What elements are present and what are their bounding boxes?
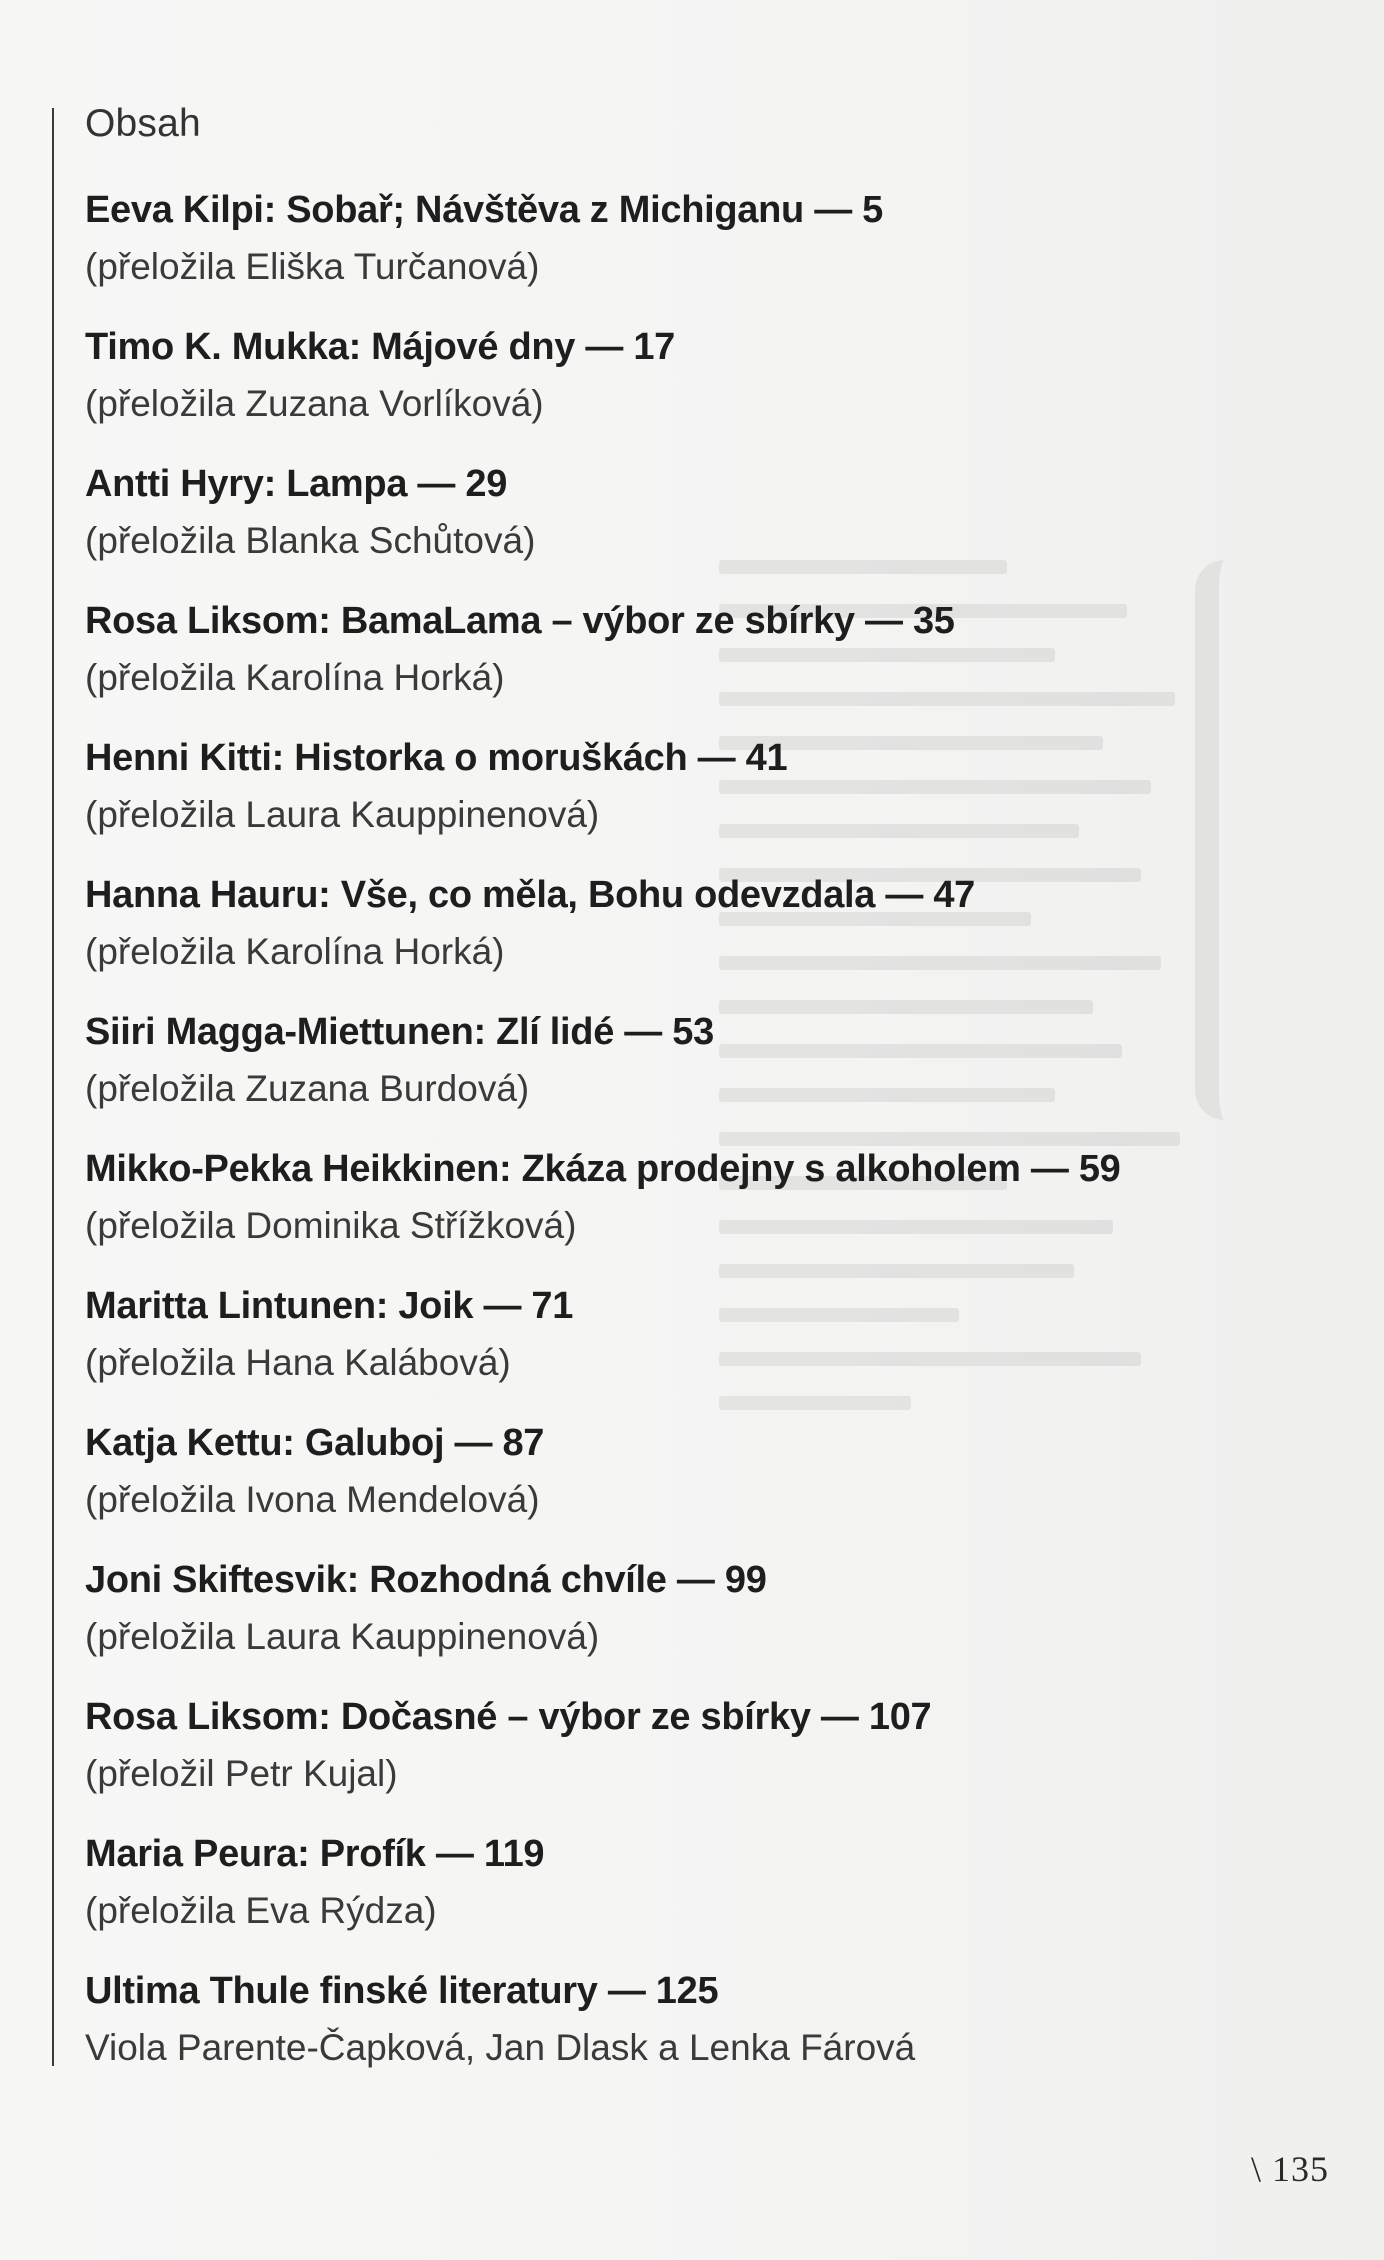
entry-title: Maria Peura: Profík — 119 [85, 1833, 545, 1875]
bleed-through-logo [1195, 560, 1309, 1120]
entry-translator: (přeložil Petr Kujal) [85, 1753, 398, 1794]
entry-translator: (přeložila Karolína Horká) [85, 657, 505, 698]
entry-title: Antti Hyry: Lampa — 29 [85, 463, 508, 505]
entry-title: Rosa Liksom: Dočasné – výbor ze sbírky — 107 [85, 1696, 932, 1738]
entry-translator: (přeložila Karolína Horká) [85, 931, 505, 972]
entry-translator: (přeložila Hana Kalábová) [85, 1342, 511, 1383]
entry-title: Hanna Hauru: Vše, co měla, Bohu odevzdala — 47 [85, 874, 975, 916]
entry-title: Eeva Kilpi: Sobař; Návštěva z Michiganu — 5 [85, 189, 883, 231]
entry-translator: (přeložila Zuzana Burdová) [85, 1068, 530, 1109]
table-of-contents [85, 180, 1185, 2098]
toc-entry [85, 1139, 1185, 1276]
entry-title: Siiri Magga-Miettunen: Zlí lidé — 53 [85, 1011, 714, 1053]
entry-authors: Viola Parente-Čapková, Jan Dlask a Lenka Fárová [85, 2027, 916, 2068]
toc-entry [85, 454, 1185, 591]
entry-translator: (přeložila Laura Kauppinenová) [85, 1616, 600, 1657]
entry-translator: (přeložila Zuzana Vorlíková) [85, 383, 544, 424]
page-title: Obsah [85, 102, 201, 145]
entry-title: Maritta Lintunen: Joik — 71 [85, 1285, 574, 1327]
entry-title: Henni Kitti: Historka o moruškách — 41 [85, 737, 788, 779]
entry-translator: (přeložila Dominika Střížková) [85, 1205, 577, 1246]
toc-entry [85, 591, 1185, 728]
toc-entry [85, 317, 1185, 454]
entry-title: Joni Skiftesvik: Rozhodná chvíle — 99 [85, 1559, 767, 1601]
entry-translator: (přeložila Eliška Turčanová) [85, 246, 540, 287]
toc-entry [85, 180, 1185, 317]
toc-entry [85, 728, 1185, 865]
entry-title: Timo K. Mukka: Májové dny — 17 [85, 326, 676, 368]
toc-entry [85, 1413, 1185, 1550]
toc-entry [85, 1687, 1185, 1824]
entry-translator: (přeložila Laura Kauppinenová) [85, 794, 600, 835]
page-number: \ 135 [1250, 2149, 1329, 2189]
entry-title: Katja Kettu: Galuboj — 87 [85, 1422, 545, 1464]
margin-rule [52, 108, 54, 2066]
entry-translator: (přeložila Blanka Schůtová) [85, 520, 536, 561]
toc-entry [85, 1276, 1185, 1413]
toc-entry [85, 1002, 1185, 1139]
entry-translator: (přeložila Ivona Mendelová) [85, 1479, 540, 1520]
toc-entry [85, 1824, 1185, 1961]
entry-title: Rosa Liksom: BamaLama – výbor ze sbírky — 35 [85, 600, 955, 642]
toc-entry [85, 1550, 1185, 1687]
toc-entry [85, 865, 1185, 1002]
toc-entry [85, 1961, 1185, 2098]
entry-title: Mikko-Pekka Heikkinen: Zkáza prodejny s alkoholem — 59 [85, 1148, 1121, 1190]
entry-title: Ultima Thule finské literatury — 125 [85, 1970, 719, 2012]
entry-translator: (přeložila Eva Rýdza) [85, 1890, 437, 1931]
